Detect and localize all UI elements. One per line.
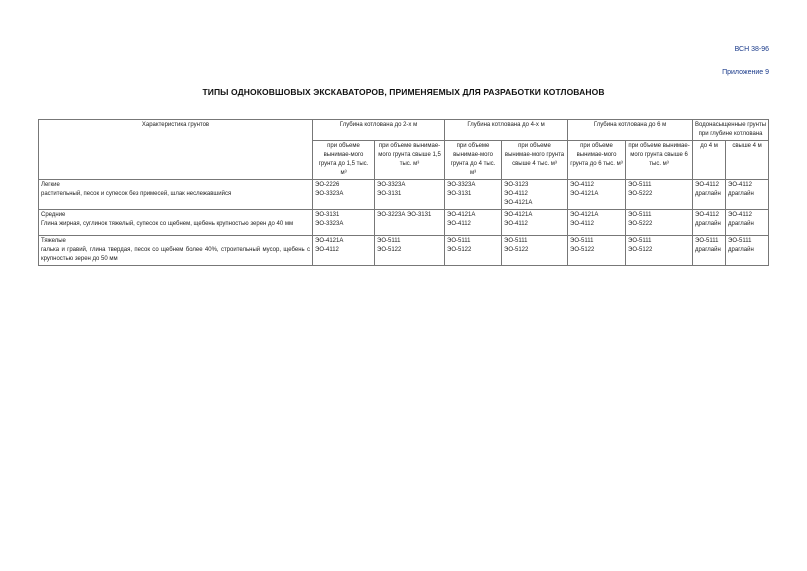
excavator-model: ЭО-5111 (628, 182, 652, 188)
column-header-soil: Характеристика грунтов (39, 120, 313, 180)
soil-name: Легкие (41, 182, 60, 188)
excavator-model: ЭО-5122 (447, 247, 472, 253)
cell-g2-b (375, 210, 445, 236)
table-row (39, 236, 769, 266)
excavator-model: ЭО-4121А (504, 200, 533, 206)
excavator-model: ЭО-4112 (695, 212, 719, 218)
cell-g4-b (502, 180, 568, 210)
soil-cell (39, 180, 313, 210)
subheader-g6-b: при объеме вынимае-мого грунта свыше 6 тыс. м³ (626, 141, 693, 180)
cell-water-b (726, 180, 769, 210)
cell-water-b (726, 210, 769, 236)
excavator-model: ЭО-4112 (728, 212, 752, 218)
excavator-table (38, 119, 769, 266)
cell-water-b (726, 236, 769, 266)
soil-description: Глина жирная, суглинок тяжелый, супесок со щебнем, щебень крупностью зерен до 40 мм (41, 221, 294, 227)
column-group-water: Водонасыщенные грунты при глубине котлована (693, 120, 769, 141)
cell-g4-b (502, 236, 568, 266)
excavator-model: ЭО-4112 (315, 247, 339, 253)
appendix-label: Приложение 9 (722, 69, 769, 76)
soil-cell (39, 210, 313, 236)
excavator-model: ЭО-3131 (315, 212, 340, 218)
excavator-model: ЭО-5111 (628, 238, 652, 244)
cell-g6-a (568, 210, 626, 236)
cell-g6-a (568, 180, 626, 210)
cell-g6-b (626, 210, 693, 236)
excavator-model: ЭО-5111 (570, 238, 594, 244)
cell-g2-b (375, 180, 445, 210)
subheader-g6-a: при объеме вынимае-мого грунта до 6 тыс. м³ (568, 141, 626, 180)
table-row (39, 180, 769, 210)
excavator-model: ЭО-5111 (504, 238, 528, 244)
soil-description: галька и гравий, глина твердая, песок со щебнем более 40%, строительный мусор, щебень с крупностью зерен до 50 мм (41, 247, 310, 262)
excavator-model: ЭО-3223А ЭО-3131 (377, 212, 432, 218)
subheader-g2-b: при объеме вынимае-мого грунта свыше 1,5 тыс. м³ (375, 141, 445, 180)
excavator-model: ЭО-5111 (695, 238, 719, 244)
cell-g2-a (313, 236, 375, 266)
excavator-model: ЭО-4121А (504, 212, 533, 218)
excavator-model: ЭО-5122 (570, 247, 595, 253)
cell-g4-a (445, 236, 502, 266)
cell-water-a (693, 180, 726, 210)
excavator-model: ЭО-5122 (628, 247, 653, 253)
excavator-model: драглайн (728, 221, 754, 227)
column-group-2m: Глубина котлована до 2-х м (313, 120, 445, 141)
cell-water-a (693, 210, 726, 236)
excavator-model: ЭО-4121А (570, 191, 599, 197)
excavator-model: ЭО-5122 (377, 247, 402, 253)
cell-water-a (693, 236, 726, 266)
column-group-4m: Глубина котлована до 4-х м (445, 120, 568, 141)
excavator-model: драглайн (728, 247, 754, 253)
cell-g4-b (502, 210, 568, 236)
excavator-model: ЭО-4112 (570, 221, 594, 227)
excavator-model: ЭО-4112 (695, 182, 719, 188)
page-title: ТИПЫ ОДНОКОВШОВЫХ ЭКСКАВАТОРОВ, ПРИМЕНЯЕМЫХ ДЛЯ РАЗРАБОТКИ КОТЛОВАНОВ (202, 87, 605, 97)
excavator-model: ЭО-4121А (447, 212, 476, 218)
subheader-g2-a: при объеме вынимае-мого грунта до 1,5 тыс. м³ (313, 141, 375, 180)
excavator-model: ЭО-3131 (447, 191, 472, 197)
soil-name: Средние (41, 212, 66, 218)
subheader-g4-b: при объеме вынимае-мого грунта свыше 4 тыс. м³ (502, 141, 568, 180)
soil-cell (39, 236, 313, 266)
excavator-model: ЭО-4121А (315, 238, 344, 244)
excavator-model: ЭО-4112 (447, 221, 471, 227)
excavator-model: драглайн (695, 191, 721, 197)
soil-description: растительный, песок и супесок без примесей, шлак неслежавшийся (41, 191, 232, 197)
excavator-model: ЭО-5111 (628, 212, 652, 218)
excavator-model: ЭО-3131 (377, 191, 402, 197)
excavator-model: ЭО-4112 (570, 182, 594, 188)
cell-g4-a (445, 210, 502, 236)
excavator-model: ЭО-3323А (377, 182, 406, 188)
cell-g2-b (375, 236, 445, 266)
excavator-model: ЭО-3123 (504, 182, 529, 188)
excavator-model: драглайн (695, 221, 721, 227)
excavator-model: ЭО-5111 (447, 238, 471, 244)
cell-g4-a (445, 180, 502, 210)
subheader-water-b: свыше 4 м (726, 141, 769, 180)
table-row (39, 210, 769, 236)
excavator-model: драглайн (695, 247, 721, 253)
excavator-model: ЭО-4112 (504, 191, 528, 197)
table-header-row (39, 120, 769, 141)
excavator-model: ЭО-2226 (315, 182, 340, 188)
column-group-6m: Глубина котлована до 6 м (568, 120, 693, 141)
excavator-model: ЭО-3323А (315, 221, 344, 227)
subheader-water-a: до 4 м (693, 141, 726, 180)
excavator-model: ЭО-4121А (570, 212, 599, 218)
excavator-model: драглайн (728, 191, 754, 197)
cell-g2-a (313, 180, 375, 210)
cell-g2-a (313, 210, 375, 236)
excavator-model: ЭО-5222 (628, 221, 653, 227)
excavator-model: ЭО-3323А (315, 191, 344, 197)
cell-g6-a (568, 236, 626, 266)
excavator-model: ЭО-4112 (728, 182, 752, 188)
document-code: ВСН 38-96 (734, 46, 769, 53)
excavator-model: ЭО-5122 (504, 247, 529, 253)
excavator-model: ЭО-4112 (504, 221, 528, 227)
excavator-model: ЭО-5111 (377, 238, 401, 244)
cell-g6-b (626, 236, 693, 266)
soil-name: Тяжелые (41, 238, 66, 244)
subheader-g4-a: при объеме вынимае-мого грунта до 4 тыс. м³ (445, 141, 502, 180)
cell-g6-b (626, 180, 693, 210)
excavator-model: ЭО-5111 (728, 238, 752, 244)
excavator-model: ЭО-3323А (447, 182, 476, 188)
excavator-model: ЭО-5222 (628, 191, 653, 197)
